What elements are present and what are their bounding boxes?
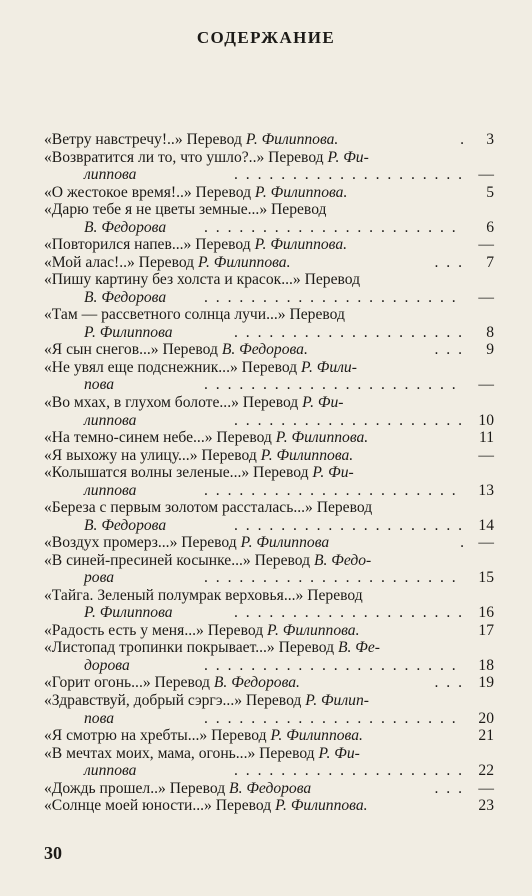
poem-title: «Я сын снегов...» Перевод bbox=[44, 341, 222, 359]
translator-name: В. Федорова bbox=[84, 516, 167, 534]
poem-title: «Не увял еще подснежник...» Перевод bbox=[44, 358, 302, 376]
toc-line bbox=[44, 796, 492, 814]
toc-entry-text bbox=[44, 463, 354, 482]
translator-name: рова bbox=[84, 569, 115, 587]
toc-page-number: 11 bbox=[478, 429, 494, 447]
toc-entry-text bbox=[44, 551, 371, 570]
toc-line bbox=[44, 165, 492, 183]
toc-page-number: — bbox=[478, 166, 494, 184]
toc-line bbox=[44, 551, 492, 569]
translator-name: Р. Фи- bbox=[318, 744, 360, 762]
poem-title: «Во мхах, в глухом болоте...» Перевод bbox=[44, 393, 303, 411]
toc-line bbox=[44, 656, 492, 674]
table-of-contents bbox=[44, 130, 492, 814]
toc-entry-text bbox=[84, 709, 114, 728]
poem-title: «Повторился напев...» Перевод bbox=[44, 236, 255, 254]
poem-title: «Мой алас!..» Перевод bbox=[44, 253, 199, 271]
toc-entry-text bbox=[44, 586, 363, 605]
poem-title: «Горит огонь...» Перевод bbox=[44, 674, 214, 692]
poem-title: «Я смотрю на хребты...» Перевод bbox=[44, 727, 271, 745]
translator-name: В. Фе- bbox=[337, 639, 380, 657]
toc-page-number: — bbox=[478, 288, 494, 306]
toc-entry-text bbox=[44, 691, 369, 710]
translator-name: дорова bbox=[84, 656, 130, 674]
toc-entry-text bbox=[84, 165, 136, 184]
translator-name: липпова bbox=[84, 411, 137, 429]
toc-line bbox=[44, 673, 492, 691]
toc-entry-text bbox=[84, 568, 114, 587]
toc-entry-text bbox=[44, 638, 380, 657]
poem-title: «Дарю тебе я не цветы земные...» Перевод bbox=[44, 201, 327, 219]
poem-title: «Береза с первым золотом рассталась...» Перевод bbox=[44, 499, 373, 517]
translator-name: Р. Филиппова. bbox=[254, 183, 348, 201]
toc-entry-text bbox=[84, 516, 166, 535]
toc-line bbox=[44, 621, 492, 639]
toc-page-number: 3 bbox=[486, 131, 494, 148]
translator-name: Р. Филиппова bbox=[84, 323, 173, 341]
poem-title: «Я выхожу на улицу...» Перевод bbox=[44, 446, 261, 464]
toc-line bbox=[44, 463, 492, 481]
translator-name: Р. Филиппова. bbox=[254, 236, 348, 254]
translator-name: Р. Филиппова. bbox=[270, 727, 363, 745]
toc-line bbox=[44, 375, 492, 393]
translator-name: Р. Филиппова. bbox=[245, 131, 339, 148]
toc-entry-text bbox=[44, 130, 338, 149]
toc-entry-text bbox=[44, 428, 368, 447]
translator-name: В. Федорова. bbox=[213, 674, 300, 692]
translator-name: Р. Филиппова. bbox=[260, 446, 354, 464]
toc-page-number: 19 bbox=[478, 674, 494, 692]
translator-name: Р. Фи- bbox=[312, 464, 354, 482]
poem-title: «Дождь прошел..» Перевод bbox=[44, 779, 230, 797]
translator-name: пова bbox=[84, 709, 115, 727]
translator-name: липпова bbox=[84, 166, 137, 184]
toc-line bbox=[44, 340, 492, 358]
toc-line bbox=[44, 183, 492, 201]
toc-entry-text bbox=[44, 726, 363, 745]
toc-entry-text bbox=[84, 411, 136, 430]
toc-line bbox=[44, 744, 492, 762]
toc-line bbox=[44, 200, 492, 218]
toc-line bbox=[44, 428, 492, 446]
toc-entry-text bbox=[44, 253, 290, 272]
toc-line bbox=[44, 253, 492, 271]
toc-entry-text bbox=[84, 323, 173, 342]
poem-title: «Пишу картину без холста и красок...» Перевод bbox=[44, 271, 361, 289]
page-title: СОДЕРЖАНИЕ bbox=[196, 28, 336, 47]
poem-title: «В мечтах моих, мама, огонь...» Перевод bbox=[44, 744, 319, 762]
poem-title: «Здравствуй, добрый сэргэ...» Перевод bbox=[44, 692, 306, 709]
toc-page-number: — bbox=[478, 446, 494, 464]
toc-line bbox=[44, 270, 492, 288]
toc-line bbox=[44, 709, 492, 727]
toc-page-number: 21 bbox=[478, 727, 494, 745]
toc-line bbox=[44, 691, 492, 709]
toc-page-number: 18 bbox=[478, 656, 494, 674]
toc-line bbox=[44, 393, 492, 411]
toc-line bbox=[44, 568, 492, 586]
toc-line bbox=[44, 358, 492, 376]
toc-line bbox=[44, 288, 492, 306]
toc-line bbox=[44, 305, 492, 323]
toc-entry-text bbox=[44, 796, 368, 815]
toc-page-number: — bbox=[478, 236, 494, 254]
page-number: 30 bbox=[44, 843, 62, 863]
translator-name: В. Федорова bbox=[84, 288, 167, 306]
toc-entry-text bbox=[44, 393, 343, 412]
translator-name: пова bbox=[84, 376, 115, 394]
toc-page-number: — bbox=[478, 376, 494, 394]
poem-title: «Колышатся волны зеленые...» Перевод bbox=[44, 464, 313, 482]
toc-line bbox=[44, 533, 492, 551]
poem-title: «Тайга. Зеленый полумрак верховья...» Перевод bbox=[44, 586, 363, 604]
toc-line bbox=[44, 148, 492, 166]
poem-title: «Радость есть у меня...» Перевод bbox=[44, 621, 268, 639]
toc-entry-text bbox=[84, 656, 130, 675]
translator-name: В. Федо- bbox=[313, 551, 372, 569]
translator-name: Р. Филиппова. bbox=[275, 797, 368, 815]
translator-name: Р. Фили- bbox=[301, 358, 357, 376]
toc-entry-text bbox=[44, 446, 353, 465]
toc-entry-text bbox=[44, 235, 347, 254]
translator-name: Р. Филиппова. bbox=[198, 253, 291, 271]
poem-title: «Возвратится ли то, что ушло?..» Перевод bbox=[44, 148, 328, 166]
poem-title: «В синей-пресиней косынке...» Перевод bbox=[44, 551, 314, 569]
toc-page-number: 10 bbox=[478, 411, 494, 429]
toc-line bbox=[44, 586, 492, 604]
toc-page-number: 23 bbox=[478, 797, 494, 815]
toc-entry-text bbox=[84, 218, 166, 237]
toc-line bbox=[44, 481, 492, 499]
toc-page-number: 17 bbox=[478, 621, 494, 639]
toc-page-number: — bbox=[478, 534, 494, 552]
toc-line bbox=[44, 761, 492, 779]
translator-name: липпова bbox=[84, 762, 137, 780]
translator-name: Р. Филип- bbox=[305, 692, 369, 709]
toc-entry-text bbox=[44, 305, 345, 324]
translator-name: Р. Филиппова bbox=[84, 604, 173, 622]
translator-name: В. Федорова bbox=[84, 218, 167, 236]
toc-page-number: 5 bbox=[486, 183, 494, 201]
translator-name: Р. Филиппова. bbox=[267, 621, 360, 639]
toc-page-number: 7 bbox=[486, 253, 494, 271]
toc-entry-text bbox=[44, 200, 326, 219]
toc-entry-text bbox=[44, 270, 360, 289]
toc-entry-text bbox=[84, 603, 173, 622]
toc-page-number: — bbox=[478, 779, 494, 797]
translator-name: Р. Филиппова. bbox=[275, 429, 369, 447]
toc-entry-text bbox=[84, 761, 136, 780]
toc-line bbox=[44, 603, 492, 621]
poem-title: «О жестокое время!..» Перевод bbox=[44, 183, 255, 201]
translator-name: липпова bbox=[84, 481, 137, 499]
toc-entry-text bbox=[44, 358, 357, 377]
toc-line bbox=[44, 411, 492, 429]
toc-page-number: 22 bbox=[478, 762, 494, 780]
toc-entry-text bbox=[44, 498, 372, 517]
toc-line bbox=[44, 130, 492, 148]
toc-line bbox=[44, 516, 492, 534]
toc-entry-text bbox=[44, 779, 311, 798]
translator-name: В. Федорова bbox=[229, 779, 312, 797]
toc-line bbox=[44, 323, 492, 341]
toc-entry-text bbox=[44, 744, 360, 763]
toc-entry-text bbox=[44, 183, 347, 202]
translator-name: Р. Фи- bbox=[302, 393, 344, 411]
poem-title: «Ветру навстречу!..» Перевод bbox=[44, 131, 246, 148]
toc-line bbox=[44, 498, 492, 516]
toc-entry-text bbox=[44, 148, 369, 167]
toc-line bbox=[44, 726, 492, 744]
toc-entry-text bbox=[44, 673, 300, 692]
translator-name: В. Федорова. bbox=[221, 341, 308, 359]
toc-page-number: 14 bbox=[478, 516, 494, 534]
toc-page-number: 8 bbox=[486, 323, 494, 341]
toc-page-number: 15 bbox=[478, 569, 494, 587]
toc-page-number: 16 bbox=[478, 604, 494, 622]
toc-entry-text bbox=[84, 288, 166, 307]
translator-name: Р. Филиппова bbox=[240, 534, 330, 552]
toc-line bbox=[44, 779, 492, 797]
toc-entry-text bbox=[84, 481, 136, 500]
toc-line bbox=[44, 446, 492, 464]
toc-entry-text bbox=[44, 340, 308, 359]
toc-line bbox=[44, 638, 492, 656]
toc-page-number: 13 bbox=[478, 481, 494, 499]
toc-line bbox=[44, 218, 492, 236]
toc-entry-text bbox=[44, 621, 360, 640]
poem-title: «Листопад тропинки покрывает...» Перевод bbox=[44, 639, 338, 657]
poem-title: «Солнце моей юности...» Перевод bbox=[44, 797, 276, 815]
toc-page-number: 20 bbox=[478, 709, 494, 727]
toc-line bbox=[44, 235, 492, 253]
poem-title: «Там — рассветного солнца лучи...» Перевод bbox=[44, 306, 345, 324]
translator-name: Р. Фи- bbox=[327, 148, 369, 166]
poem-title: «Воздух промерз...» Перевод bbox=[44, 534, 241, 552]
toc-page-number: 6 bbox=[486, 218, 494, 236]
toc-entry-text bbox=[84, 375, 114, 394]
poem-title: «На темно-синем небе...» Перевод bbox=[44, 429, 276, 447]
toc-entry-text bbox=[44, 533, 329, 552]
toc-page-number: 9 bbox=[486, 341, 494, 359]
